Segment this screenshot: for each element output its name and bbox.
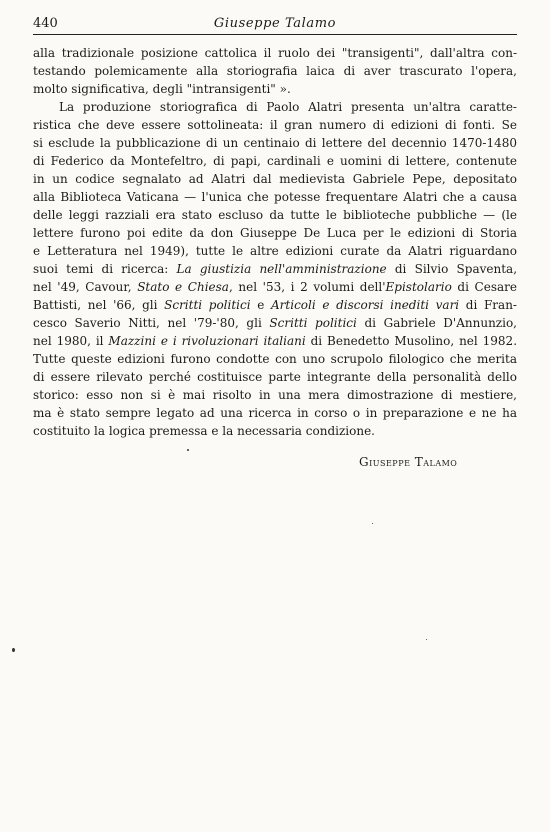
text-run: cesco Saverio Nitti, nel '79-'80, gli bbox=[33, 316, 270, 330]
text-line: costituito la logica premessa e la necessaria condizione. bbox=[33, 424, 375, 438]
text-line: storico: esso non si è mai risolto in una mera dimostrazione di mestiere, bbox=[33, 388, 517, 402]
text-line: Tutte queste edizioni furono condotte con uno scrupolo filologico che merita bbox=[33, 352, 517, 366]
paragraph-continuation bbox=[33, 44, 517, 98]
paragraph-editions bbox=[33, 98, 517, 440]
text-line: alla Biblioteca Vaticana — l'unica che potesse frequentare Alatri che a causa bbox=[33, 190, 517, 204]
text-line: di essere rilevato perché costituisce parte integrante della personalità dello bbox=[33, 370, 517, 384]
text-line: si esclude la pubblicazione di un centinaio di lettere del decennio 1470-1480 bbox=[33, 136, 517, 150]
text-line bbox=[33, 314, 517, 332]
text-run: e bbox=[250, 298, 272, 312]
text-run: di Silvio Spaventa, bbox=[386, 262, 517, 276]
paper-speck bbox=[372, 523, 373, 524]
text-run: Battisti, nel '66, gli bbox=[33, 298, 165, 312]
book-title: Epistolario bbox=[385, 280, 452, 294]
text-line: testando polemicamente alla storiografia laica di aver trascurato l'opera, bbox=[33, 64, 517, 78]
text-line: alla tradizionale posizione cattolica il ruolo dei "transigenti", dall'altra con- bbox=[33, 46, 517, 60]
book-title: Scritti politici bbox=[269, 316, 357, 330]
text-line: ristica che deve essere sottolineata: il gran numero di edizioni di fonti. Se bbox=[33, 118, 517, 132]
page-number: 440 bbox=[33, 16, 58, 31]
body-text bbox=[33, 44, 517, 440]
paper-speck bbox=[426, 639, 427, 640]
text-run: nel '49, Cavour, bbox=[33, 280, 138, 294]
paper-speck bbox=[187, 449, 189, 451]
text-line: molto significativa, degli "intransigenti" ». bbox=[33, 82, 291, 96]
text-line bbox=[33, 278, 517, 296]
text-line bbox=[33, 260, 517, 278]
text-line: delle leggi razziali era stato escluso da tutte le biblioteche pubbliche — (le bbox=[33, 208, 517, 222]
text-run: di Fran- bbox=[459, 298, 517, 312]
text-run: , nel '53, i 2 volumi dell' bbox=[228, 280, 386, 294]
text-line bbox=[33, 332, 517, 350]
text-line bbox=[33, 296, 517, 314]
text-run: di Benedetto Musolino, nel 1982. bbox=[305, 334, 517, 348]
header-rule bbox=[33, 34, 517, 35]
text-run: suoi temi di ricerca: bbox=[33, 262, 177, 276]
text-line: e Letteratura nel 1949), tutte le altre edizioni curate da Alatri riguardano bbox=[33, 244, 517, 258]
text-line: ma è stato sempre legato ad una ricerca in corso o in preparazione e ne ha bbox=[33, 406, 517, 420]
running-head bbox=[33, 12, 517, 34]
running-title: Giuseppe Talamo bbox=[213, 16, 337, 31]
text-line: lettere furono poi edite da don Giuseppe De Luca per le edizioni di Storia bbox=[33, 226, 517, 240]
book-title: Stato e Chiesa bbox=[137, 280, 229, 294]
book-title: Articoli e discorsi inediti vari bbox=[271, 298, 460, 312]
text-line: in un codice segnalato ad Alatri dal medievista Gabriele Pepe, depositato bbox=[33, 172, 517, 186]
text-line: La produzione storiografica di Paolo Alatri presenta un'altra caratte- bbox=[59, 100, 517, 114]
book-title: Scritti politici bbox=[164, 298, 251, 312]
book-title: Mazzini e i rivoluzionari italiani bbox=[108, 334, 306, 348]
book-title: La giustizia nell'amministrazione bbox=[176, 262, 387, 276]
text-line: di Federico da Montefeltro, di papi, cardinali e uomini di lettere, contenute bbox=[33, 154, 517, 168]
text-run: di Cesare bbox=[451, 280, 517, 294]
author-signature: Giuseppe Talamo bbox=[359, 455, 458, 469]
paper-speck bbox=[12, 648, 15, 652]
text-run: nel 1980, il bbox=[33, 334, 109, 348]
text-run: di Gabriele D'Annunzio, bbox=[356, 316, 517, 330]
